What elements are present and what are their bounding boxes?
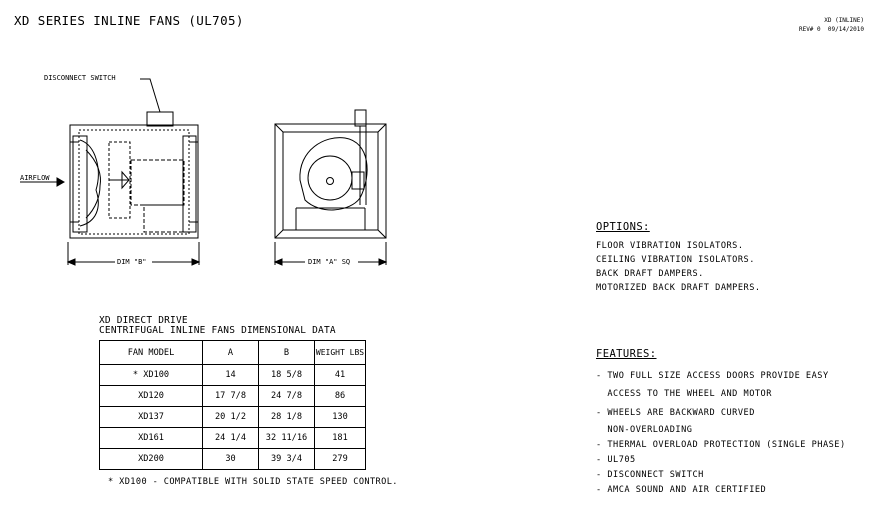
- table-note: * XD100 - COMPATIBLE WITH SOLID STATE SPEED CONTROL.: [108, 477, 398, 487]
- cell-weight: 86: [315, 386, 366, 407]
- airflow-label: AIRFLOW: [20, 174, 50, 182]
- header-a: A: [203, 341, 259, 365]
- header-weight: WEIGHT LBS: [315, 341, 366, 365]
- table-row: [100, 428, 366, 449]
- disconnect-switch-label: DISCONNECT SWITCH: [44, 74, 116, 82]
- cell-b: 32 11/16: [259, 428, 315, 449]
- options-item: CEILING VIBRATION ISOLATORS.: [596, 255, 755, 265]
- options-item: BACK DRAFT DAMPERS.: [596, 269, 704, 279]
- options-heading: OPTIONS:: [596, 221, 650, 233]
- features-line: - THERMAL OVERLOAD PROTECTION (SINGLE PHASE): [596, 440, 846, 450]
- cell-a: 17 7/8: [203, 386, 259, 407]
- page-title: XD SERIES INLINE FANS (UL705): [14, 13, 244, 28]
- dim-b-label: DIM "B": [117, 258, 147, 266]
- features-line: - WHEELS ARE BACKWARD CURVED: [596, 408, 755, 418]
- cell-weight: 130: [315, 407, 366, 428]
- options-item: FLOOR VIBRATION ISOLATORS.: [596, 241, 744, 251]
- cell-weight: 279: [315, 449, 366, 470]
- table-caption-1: XD DIRECT DRIVE: [99, 315, 188, 326]
- revision-date: REV# 0 09/14/2010: [798, 26, 864, 33]
- cell-weight: 181: [315, 428, 366, 449]
- features-line: NON-OVERLOADING: [596, 425, 693, 435]
- side-view-drawing: [20, 79, 199, 265]
- features-line: - UL705: [596, 455, 636, 465]
- table-row: [100, 407, 366, 428]
- features-line: - TWO FULL SIZE ACCESS DOORS PROVIDE EASY: [596, 371, 829, 381]
- table-caption-2: CENTRIFUGAL INLINE FANS DIMENSIONAL DATA: [99, 325, 336, 336]
- cell-b: 24 7/8: [259, 386, 315, 407]
- revision-model: XD (INLINE): [824, 17, 864, 24]
- cell-weight: 41: [315, 365, 366, 386]
- features-line: ACCESS TO THE WHEEL AND MOTOR: [596, 389, 772, 399]
- cell-b: 28 1/8: [259, 407, 315, 428]
- features-heading: FEATURES:: [596, 348, 657, 360]
- header-b: B: [259, 341, 315, 365]
- cell-model: XD120: [100, 386, 203, 407]
- options-item: MOTORIZED BACK DRAFT DAMPERS.: [596, 283, 761, 293]
- cell-model: * XD100: [100, 365, 203, 386]
- features-line: - DISCONNECT SWITCH: [596, 470, 704, 480]
- table-row: [100, 449, 366, 470]
- table-row: [100, 386, 366, 407]
- cell-a: 14: [203, 365, 259, 386]
- features-line: - AMCA SOUND AND AIR CERTIFIED: [596, 485, 767, 495]
- dimension-table: [99, 340, 366, 470]
- cell-a: 30: [203, 449, 259, 470]
- table-row: [100, 365, 366, 386]
- end-view-drawing: [275, 110, 386, 265]
- cell-model: XD137: [100, 407, 203, 428]
- cell-a: 20 1/2: [203, 407, 259, 428]
- table-header-row: [100, 341, 366, 365]
- cell-model: XD200: [100, 449, 203, 470]
- cell-a: 24 1/4: [203, 428, 259, 449]
- cell-b: 39 3/4: [259, 449, 315, 470]
- dim-a-label: DIM "A" SQ: [308, 258, 351, 266]
- header-fan-model: FAN MODEL: [100, 341, 203, 365]
- cell-b: 18 5/8: [259, 365, 315, 386]
- cell-model: XD161: [100, 428, 203, 449]
